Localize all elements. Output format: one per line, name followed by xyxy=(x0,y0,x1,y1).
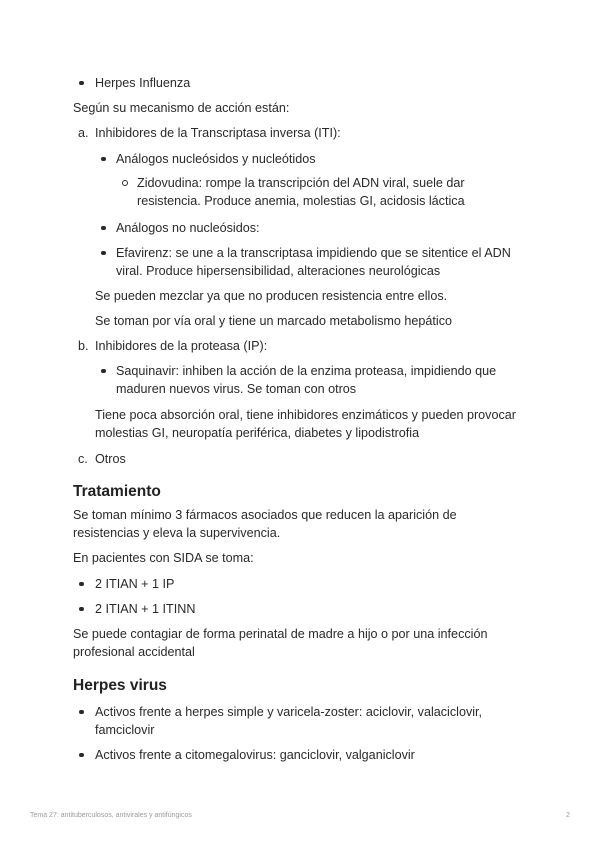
bullet-icon xyxy=(101,157,106,162)
page-number: 2 xyxy=(566,812,570,819)
heading-tratamiento: Tratamiento xyxy=(73,483,161,500)
bullet-icon xyxy=(101,226,106,231)
list-item-saquinavir-line2: maduren nuevos virus. Se toman con otros xyxy=(116,382,357,396)
bullet-icon xyxy=(79,81,84,86)
paragraph-mezclar: Se pueden mezclar ya que no producen resistencia entre ellos. xyxy=(95,289,448,303)
paragraph-contagio-line2: profesional accidental xyxy=(73,645,195,659)
paragraph-sida: En pacientes con SIDA se toma: xyxy=(73,551,254,565)
list-item-zidovudina-line1: Zidovudina: rompe la transcripción del ADN viral, suele dar xyxy=(137,176,465,190)
list-item-efavirenz-line2: viral. Produce hipersensibilidad, alteraciones neurológicas xyxy=(116,264,441,278)
paragraph-via-oral: Se toman por vía oral y tiene un marcado metabolismo hepático xyxy=(95,314,453,328)
bullet-icon xyxy=(79,607,84,612)
paragraph-mecanismo: Según su mecanismo de acción están: xyxy=(73,101,290,115)
bullet-icon xyxy=(79,582,84,587)
list-item-saquinavir-line1: Saquinavir: inhiben la acción de la enzima proteasa, impidiendo que xyxy=(116,364,497,378)
paragraph-absorcion-line1: Tiene poca absorción oral, tiene inhibidores enzimáticos y pueden provocar xyxy=(95,408,516,422)
list-marker-b: b. xyxy=(78,339,89,353)
list-item-analogos-nucleosidos: Análogos nucleósidos y nucleótidos xyxy=(116,152,316,166)
list-item-proteasa: Inhibidores de la proteasa (IP): xyxy=(95,339,268,353)
list-item-herpes-simple-line1: Activos frente a herpes simple y varicela-zoster: aciclovir, valaciclovir, xyxy=(95,705,483,719)
list-item-itian-itinn: 2 ITIAN + 1 ITINN xyxy=(95,602,196,616)
bullet-icon xyxy=(101,369,106,374)
bullet-icon xyxy=(101,251,106,256)
list-item-analogos-no-nucleosidos: Análogos no nucleósidos: xyxy=(116,221,260,235)
circle-bullet-icon xyxy=(122,180,128,186)
list-item-herpes-influenza: Herpes Influenza xyxy=(95,76,191,90)
list-item-citomegalovirus: Activos frente a citomegalovirus: ganciclovir, valganiclovir xyxy=(95,748,415,762)
footer-title: Tema 27: antituberculosos, antivirales y antifúngicos xyxy=(30,812,192,819)
paragraph-contagio-line1: Se puede contagiar de forma perinatal de madre a hijo o por una infección xyxy=(73,627,488,641)
paragraph-tratamiento-line1: Se toman mínimo 3 fármacos asociados que reducen la aparición de xyxy=(73,508,457,522)
heading-herpes-virus: Herpes virus xyxy=(73,677,167,694)
list-marker-a: a. xyxy=(78,126,89,140)
list-item-iti: Inhibidores de la Transcriptasa inversa (ITI): xyxy=(95,126,341,140)
bullet-icon xyxy=(79,710,84,715)
list-item-itian-ip: 2 ITIAN + 1 IP xyxy=(95,577,175,591)
list-item-otros: Otros xyxy=(95,452,126,466)
list-item-zidovudina-line2: resistencia. Produce anemia, molestias GI, acidosis láctica xyxy=(137,194,465,208)
list-item-efavirenz-line1: Efavirenz: se une a la transcriptasa impidiendo que se sitentice el ADN xyxy=(116,246,511,260)
paragraph-tratamiento-line2: resistencias y eleva la supervivencia. xyxy=(73,526,281,540)
list-item-herpes-simple-line2: famciclovir xyxy=(95,723,155,737)
paragraph-absorcion-line2: molestias GI, neuropatía periférica, diabetes y lipodistrofia xyxy=(95,426,420,440)
list-marker-c: c. xyxy=(78,452,88,466)
bullet-icon xyxy=(79,753,84,758)
